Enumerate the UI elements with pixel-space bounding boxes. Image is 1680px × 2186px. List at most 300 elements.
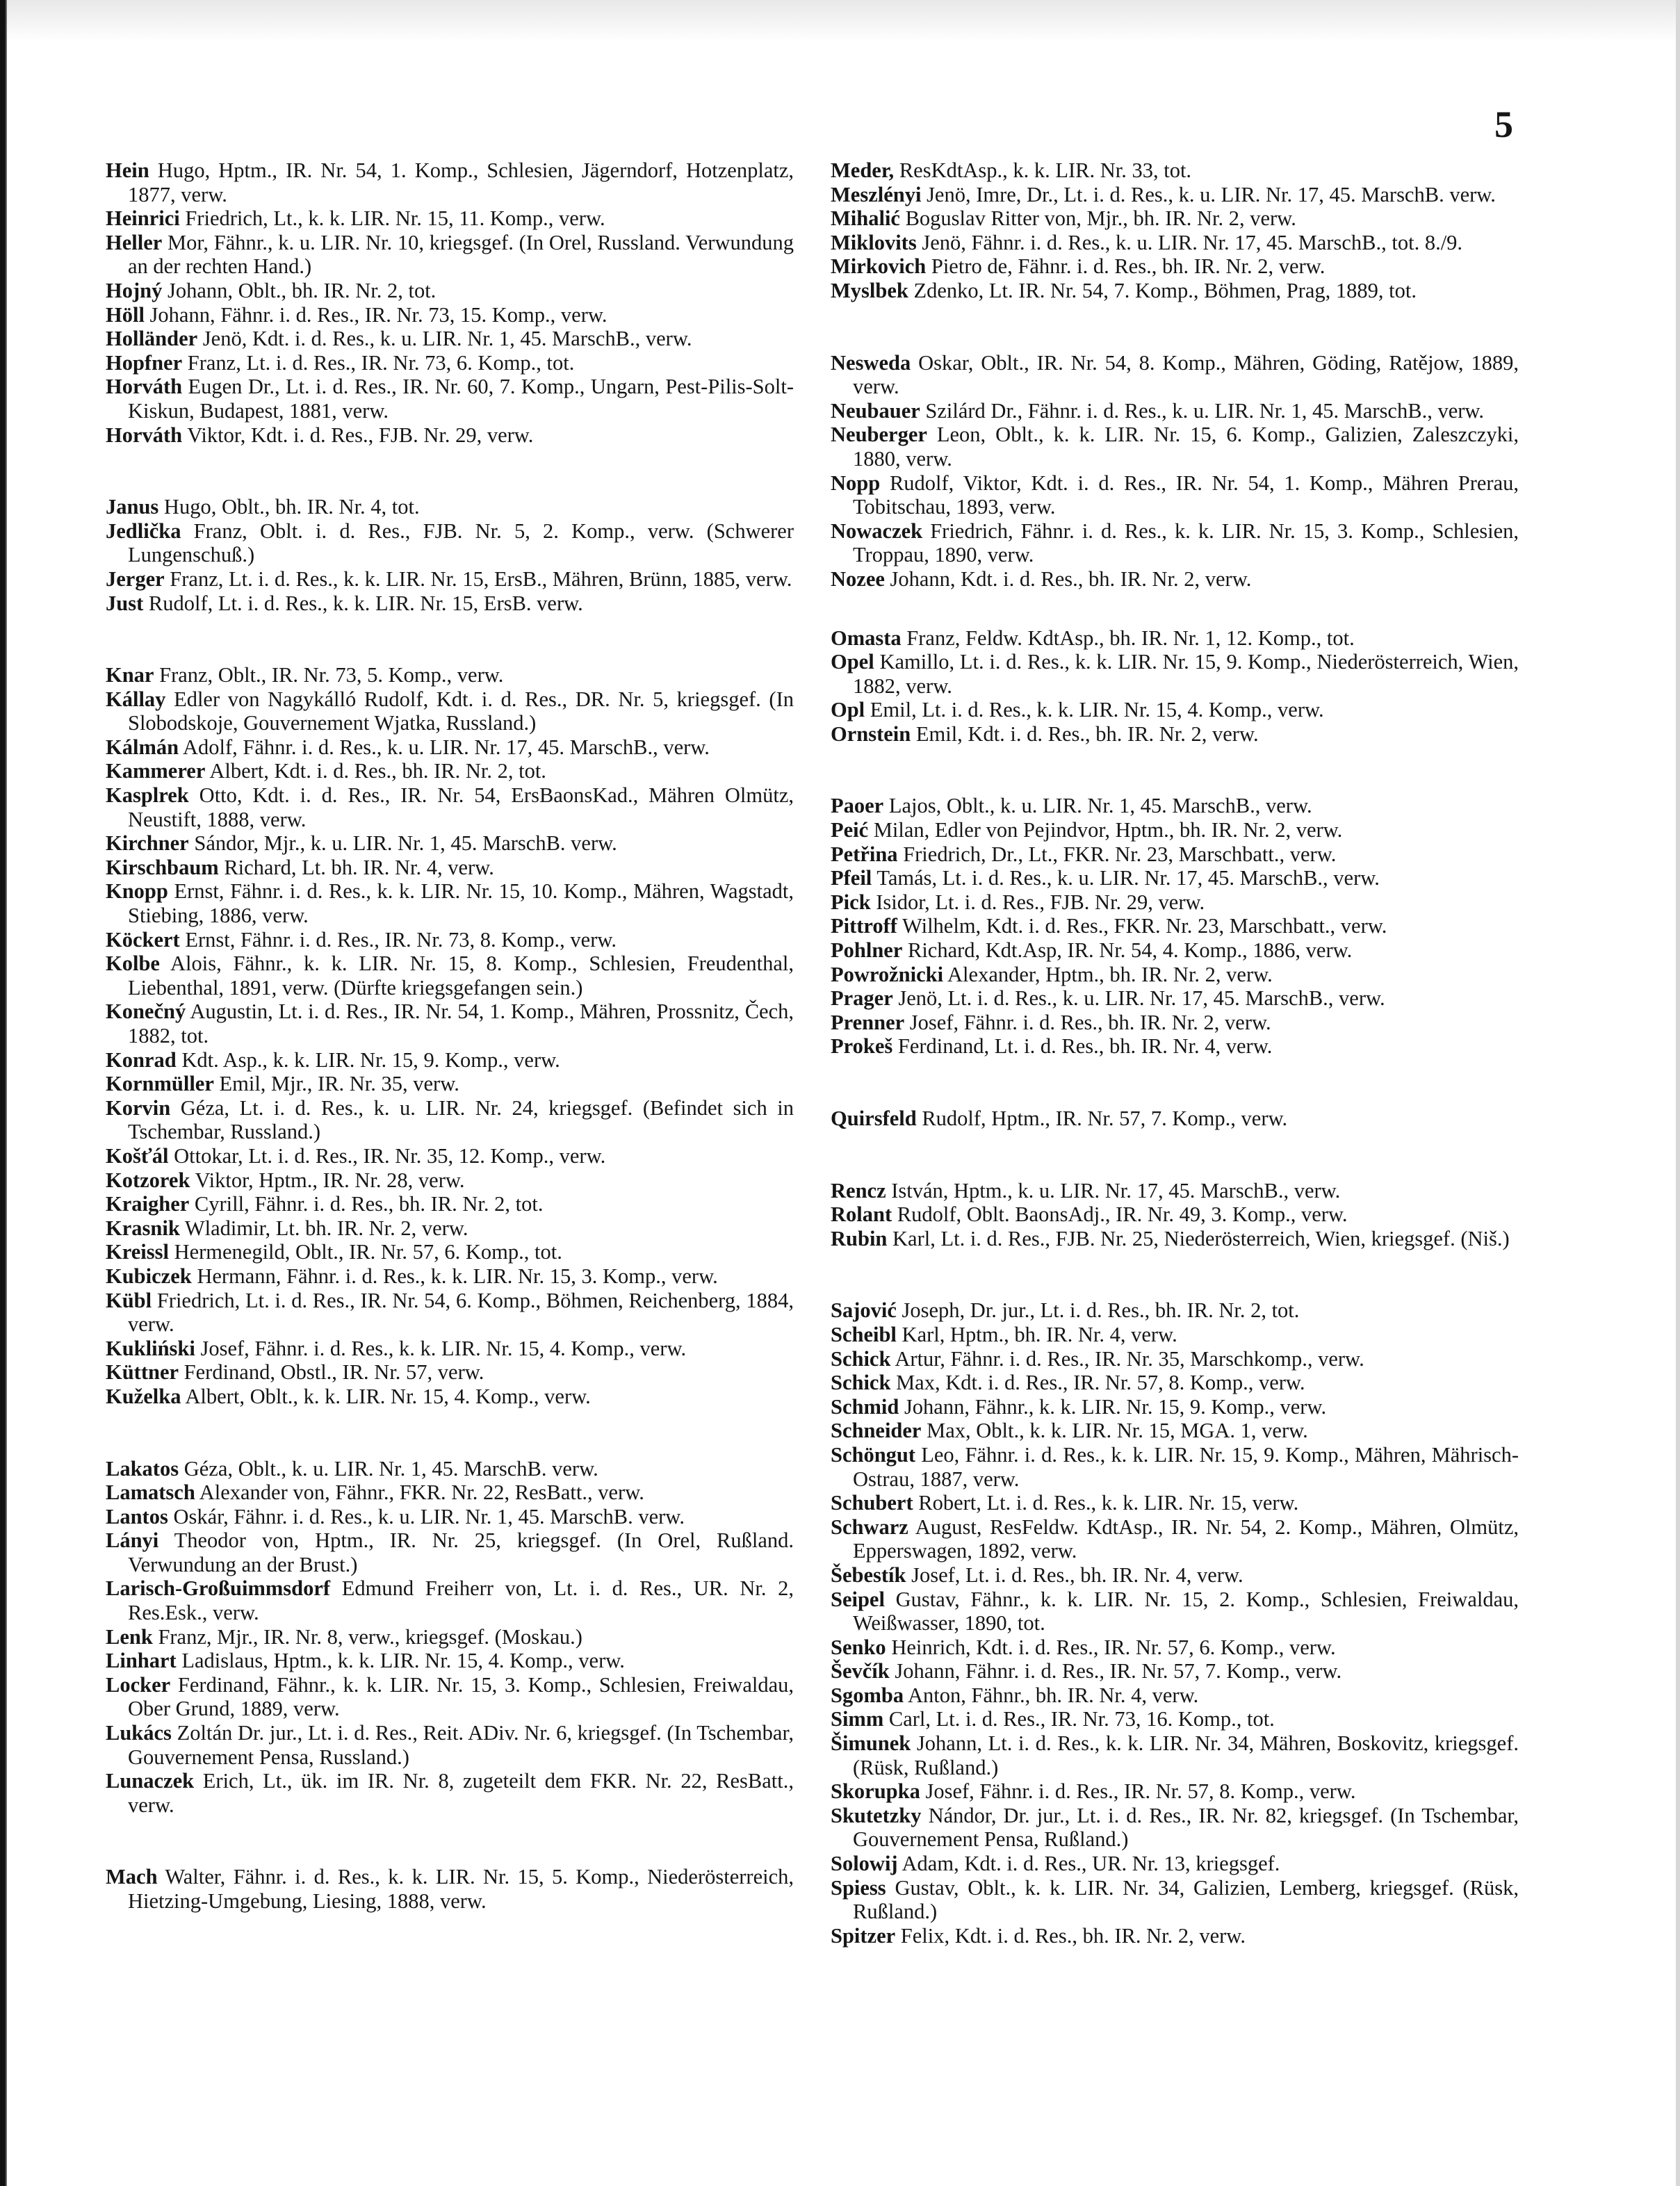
entry-surname: Knopp (106, 879, 168, 904)
entry-details: Josef, Fähnr. i. d. Res., IR. Nr. 57, 8. Komp., verw. (920, 1779, 1356, 1804)
entry-surname: Lamatsch (106, 1481, 195, 1505)
left-column (106, 158, 794, 1914)
entry-surname: Sajović (831, 1298, 897, 1323)
casualty-entry (106, 1264, 794, 1289)
entry-details: Franz, Lt. i. d. Res., IR. Nr. 73, 6. Komp., tot. (182, 350, 575, 375)
entry-details: Viktor, Kdt. i. d. Res., FJB. Nr. 29, verw. (182, 423, 534, 447)
casualty-entry (831, 1876, 1519, 1924)
entry-details: Franz, Mjr., IR. Nr. 8, verw., kriegsgef. (Moskau.) (152, 1624, 582, 1649)
page-number: 5 (1494, 104, 1513, 145)
casualty-entry (831, 722, 1519, 747)
casualty-entry (106, 735, 794, 760)
entry-surname: Šebestík (831, 1563, 906, 1587)
right-column (831, 158, 1519, 1948)
entry-surname: Opel (831, 650, 874, 674)
casualty-entry (106, 1096, 794, 1144)
casualty-entry (831, 866, 1519, 890)
casualty-entry (831, 1395, 1519, 1419)
entry-details: Nándor, Dr. jur., Lt. i. d. Res., IR. Nr. 82, kriegsgef. (In Tschembar, Gouvernement Pensa, Rußland.) (853, 1803, 1519, 1852)
letter-group (831, 1298, 1519, 1948)
entry-surname: Seipel (831, 1587, 885, 1611)
casualty-entry (831, 254, 1519, 279)
entry-details: Ferdinand, Lt. i. d. Res., bh. IR. Nr. 4, verw. (892, 1034, 1273, 1059)
entry-surname: Petřina (831, 842, 898, 866)
entry-details: Richard, Lt. bh. IR. Nr. 4, verw. (218, 855, 494, 879)
entry-details: Géza, Lt. i. d. Res., k. u. LIR. Nr. 24, kriegsgef. (Befindet sich in Tschembar, Russland.) (128, 1095, 794, 1144)
casualty-entry (106, 1769, 794, 1817)
entry-details: Emil, Mjr., IR. Nr. 35, verw. (213, 1072, 459, 1096)
casualty-entry (106, 375, 794, 423)
casualty-entry (106, 1337, 794, 1361)
entry-surname: Nowaczek (831, 519, 923, 543)
entry-details: Rudolf, Hptm., IR. Nr. 57, 7. Komp., verw. (916, 1107, 1288, 1130)
casualty-entry (831, 1731, 1519, 1779)
entry-details: István, Hptm., k. u. LIR. Nr. 17, 45. MarschB., verw. (886, 1178, 1341, 1202)
casualty-entry (106, 1000, 794, 1047)
casualty-entry (831, 279, 1519, 303)
entry-surname: Just (106, 591, 144, 615)
entry-surname: Pick (831, 890, 871, 914)
casualty-entry (831, 963, 1519, 987)
entry-surname: Lukács (106, 1721, 172, 1745)
entry-details: Friedrich, Lt. i. d. Res., IR. Nr. 54, 6. Komp., Böhmen, Reichenberg, 1884, verw. (128, 1288, 794, 1337)
entry-surname: Mach (106, 1865, 158, 1889)
entry-details: Hugo, Oblt., bh. IR. Nr. 4, tot. (158, 495, 420, 519)
entry-surname: Knar (106, 663, 154, 687)
casualty-entry (106, 783, 794, 831)
entry-surname: Rubin (831, 1226, 888, 1250)
entry-details: Oskar, Oblt., IR. Nr. 54, 8. Komp., Mähren, Göding, Ratějow, 1889, verw. (853, 350, 1519, 399)
entry-surname: Kolbe (106, 952, 160, 976)
casualty-entry (831, 890, 1519, 915)
entry-surname: Jerger (106, 566, 165, 591)
entry-details: Franz, Oblt. i. d. Res., FJB. Nr. 5, 2. Komp., verw. (Schwerer Lungenschuß.) (128, 519, 794, 567)
casualty-entry (831, 1924, 1519, 1948)
letter-group (831, 1179, 1519, 1251)
entry-surname: Kübl (106, 1288, 152, 1312)
entry-details: Hermenegild, Oblt., IR. Nr. 57, 6. Komp., tot. (168, 1240, 562, 1264)
entry-surname: Mihalić (831, 206, 900, 231)
casualty-entry (106, 928, 794, 952)
casualty-entry (106, 1673, 794, 1721)
entry-surname: Schick (831, 1346, 891, 1371)
entry-details: Carl, Lt. i. d. Res., IR. Nr. 73, 16. Komp., tot. (883, 1707, 1275, 1731)
entry-surname: Kállay (106, 687, 166, 711)
entry-details: Theodor von, Hptm., IR. Nr. 25, kriegsgef. (In Orel, Rußland. Verwundung an der Brust.) (128, 1528, 794, 1576)
entry-surname: Küttner (106, 1360, 179, 1385)
casualty-entry (106, 592, 794, 616)
casualty-entry (831, 351, 1519, 399)
entry-details: Sándor, Mjr., k. u. LIR. Nr. 1, 45. MarschB. verw. (188, 831, 617, 856)
entry-surname: Schmid (831, 1394, 899, 1419)
entry-surname: Hopfner (106, 350, 183, 375)
group-spacer (106, 615, 794, 663)
entry-surname: Meszlényi (831, 182, 922, 206)
entry-details: Adam, Kdt. i. d. Res., UR. Nr. 13, kriegsgef. (897, 1852, 1280, 1876)
casualty-entry (106, 1289, 794, 1337)
entry-details: Viktor, Hptm., IR. Nr. 28, verw. (190, 1168, 465, 1192)
casualty-entry (106, 1481, 794, 1505)
entry-details: Leo, Fähnr. i. d. Res., k. k. LIR. Nr. 15, 9. Komp., Mähren, Mährisch-Ostrau, 1887, verw. (853, 1442, 1519, 1491)
entry-surname: Simm (831, 1707, 884, 1731)
entry-details: Boguslav Ritter von, Mjr., bh. IR. Nr. 2, verw. (899, 206, 1296, 231)
letter-group (831, 626, 1519, 747)
entry-details: Ernst, Fähnr. i. d. Res., IR. Nr. 73, 8. Komp., verw. (179, 927, 617, 952)
page-edge-shading (0, 0, 1680, 42)
entry-surname: Konečný (106, 1000, 186, 1024)
entry-details: Ferdinand, Obstl., IR. Nr. 57, verw. (179, 1360, 484, 1385)
casualty-entry (831, 1179, 1519, 1203)
casualty-entry (106, 1048, 794, 1072)
entry-surname: Konrad (106, 1047, 177, 1072)
group-spacer (831, 1059, 1519, 1107)
entry-surname: Schöngut (831, 1442, 916, 1467)
casualty-entry (831, 1011, 1519, 1035)
entry-surname: Kasplrek (106, 783, 189, 808)
entry-details: Zoltán Dr. jur., Lt. i. d. Res., Reit. ADiv. Nr. 6, kriegsgef. (In Tschembar, Gouvernement Pensa, Russland.) (128, 1721, 794, 1769)
casualty-entry (831, 650, 1519, 698)
entry-surname: Janus (106, 495, 159, 519)
entry-details: Josef, Lt. i. d. Res., bh. IR. Nr. 4, verw. (906, 1563, 1243, 1587)
entry-surname: Neuberger (831, 423, 927, 447)
casualty-entry (106, 1625, 794, 1649)
entry-details: August, ResFeldw. KdtAsp., IR. Nr. 54, 2. Komp., Mähren, Olmütz, Epperswagen, 1892, verw. (853, 1515, 1519, 1563)
entry-details: Mor, Fähnr., k. u. LIR. Nr. 10, kriegsgef. (In Orel, Russland. Verwundung an der rechten Hand.) (128, 230, 794, 279)
entry-details: Gustav, Fähnr., k. k. LIR. Nr. 15, 2. Komp., Schlesien, Freiwaldau, Weißwasser, 1890, tot. (853, 1587, 1519, 1636)
casualty-entry (831, 938, 1519, 963)
casualty-entry (831, 1443, 1519, 1491)
entry-surname: Spiess (831, 1875, 886, 1900)
casualty-entry (831, 1563, 1519, 1588)
entry-surname: Miklovits (831, 230, 917, 254)
casualty-entry (106, 1721, 794, 1769)
entry-surname: Sgomba (831, 1683, 904, 1707)
letter-group (831, 794, 1519, 1059)
casualty-entry (831, 1707, 1519, 1731)
letter-group (106, 158, 794, 447)
casualty-entry (106, 495, 794, 519)
entry-details: Max, Kdt. i. d. Res., IR. Nr. 57, 8. Komp., verw. (890, 1371, 1305, 1395)
entry-details: Gustav, Oblt., k. k. LIR. Nr. 34, Galizien, Lemberg, kriegsgef. (Rüsk, Rußland.) (853, 1875, 1519, 1924)
casualty-entry (831, 1491, 1519, 1515)
casualty-entry (831, 1659, 1519, 1683)
entry-surname: Nozee (831, 566, 885, 591)
casualty-entry (106, 831, 794, 856)
entry-details: Alois, Fähnr., k. k. LIR. Nr. 15, 8. Komp., Schlesien, Freudenthal, Liebenthal, 1891, verw. (Dürfte kriegsgefangen sein.) (128, 952, 794, 1000)
casualty-entry (831, 231, 1519, 255)
casualty-entry (106, 1385, 794, 1409)
entry-surname: Peić (831, 818, 869, 842)
entry-details: Hugo, Hptm., IR. Nr. 54, 1. Komp., Schlesien, Jägerndorf, Hotzenplatz, 1877, verw. (128, 158, 794, 206)
casualty-entry (106, 1240, 794, 1264)
entry-surname: Schwarz (831, 1515, 908, 1539)
casualty-entry (831, 1852, 1519, 1876)
casualty-entry (831, 1779, 1519, 1804)
page-right-edge (1676, 0, 1680, 2186)
entry-details: Emil, Kdt. i. d. Res., bh. IR. Nr. 2, verw. (911, 721, 1259, 746)
casualty-entry (106, 303, 794, 327)
casualty-entry (106, 856, 794, 880)
entry-surname: Lantos (106, 1504, 168, 1528)
entry-details: Augustin, Lt. i. d. Res., IR. Nr. 54, 1. Komp., Mähren, Prossnitz, Čech, 1882, tot. (128, 1000, 794, 1047)
casualty-entry (831, 183, 1519, 207)
entry-details: Alexander von, Fähnr., FKR. Nr. 22, ResBatt., verw. (195, 1481, 644, 1505)
entry-surname: Senko (831, 1635, 886, 1659)
entry-details: Wilhelm, Kdt. i. d. Res., FKR. Nr. 23, Marschbatt., verw. (897, 914, 1387, 938)
entry-surname: Mirkovich (831, 254, 927, 279)
casualty-entry (106, 158, 794, 206)
entry-surname: Omasta (831, 626, 902, 650)
entry-surname: Krasnik (106, 1216, 180, 1240)
entry-details: Wladimir, Lt. bh. IR. Nr. 2, verw. (179, 1216, 468, 1240)
entry-surname: Ornstein (831, 721, 911, 746)
letter-group (106, 495, 794, 615)
entry-details: Eugen Dr., Lt. i. d. Res., IR. Nr. 60, 7. Komp., Ungarn, Pest-Pilis-Solt-Kiskun, Budapest, 1881, verw. (128, 375, 794, 423)
casualty-entry (106, 567, 794, 592)
entry-surname: Lunaczek (106, 1769, 195, 1793)
entry-details: Artur, Fähnr. i. d. Res., IR. Nr. 35, Marschkomp., verw. (890, 1346, 1364, 1371)
entry-details: Anton, Fähnr., bh. IR. Nr. 4, verw. (904, 1683, 1199, 1707)
entry-details: Alexander, Hptm., bh. IR. Nr. 2, verw. (943, 962, 1273, 986)
entry-surname: Skutetzky (831, 1803, 922, 1827)
entry-surname: Köckert (106, 927, 180, 952)
group-spacer (106, 1409, 794, 1457)
casualty-entry (106, 1168, 794, 1193)
entry-details: Robert, Lt. i. d. Res., k. k. LIR. Nr. 15, verw. (913, 1491, 1299, 1515)
entry-surname: Larisch-Großuimmsdorf (106, 1576, 331, 1601)
entry-details: Jenö, Fähnr. i. d. Res., k. u. LIR. Nr. 17, 45. MarschB., tot. 8./9. (916, 230, 1463, 254)
entry-details: Erich, Lt., ük. im IR. Nr. 8, zugeteilt dem FKR. Nr. 22, ResBatt., verw. (128, 1769, 794, 1817)
entry-surname: Kirschbaum (106, 855, 219, 879)
entry-details: Emil, Lt. i. d. Res., k. k. LIR. Nr. 15, 4. Komp., verw. (865, 698, 1324, 722)
page-binding-edge (0, 0, 7, 2186)
entry-details: Isidor, Lt. i. d. Res., FJB. Nr. 29, verw. (870, 890, 1205, 914)
letter-group (831, 1107, 1519, 1131)
entry-details: Oskár, Fähnr. i. d. Res., k. u. LIR. Nr. 1, 45. MarschB. verw. (168, 1504, 685, 1528)
entry-surname: Hein (106, 158, 149, 182)
entry-surname: Schneider (831, 1419, 922, 1443)
entry-surname: Heinrici (106, 206, 180, 231)
casualty-entry (831, 1034, 1519, 1059)
casualty-entry (831, 818, 1519, 842)
casualty-entry (106, 1457, 794, 1481)
entry-details: Max, Oblt., k. k. LIR. Nr. 15, MGA. 1, verw. (921, 1419, 1308, 1443)
casualty-entry (831, 698, 1519, 722)
entry-surname: Neubauer (831, 398, 920, 423)
entry-details: Ottokar, Lt. i. d. Res., IR. Nr. 35, 12. Komp., verw. (168, 1143, 606, 1168)
entry-surname: Kammerer (106, 759, 206, 783)
casualty-entry (831, 1371, 1519, 1395)
casualty-entry (831, 519, 1519, 567)
entry-surname: Prager (831, 986, 893, 1011)
group-spacer (831, 1250, 1519, 1298)
entry-details: Jenö, Imre, Dr., Lt. i. d. Res., k. u. LIR. Nr. 17, 45. MarschB. verw. (921, 182, 1496, 206)
casualty-entry (106, 206, 794, 231)
entry-details: Heinrich, Kdt. i. d. Res., IR. Nr. 57, 6. Komp., verw. (886, 1635, 1336, 1659)
entry-details: Johann, Kdt. i. d. Res., bh. IR. Nr. 2, verw. (884, 566, 1252, 591)
entry-details: Pietro de, Fähnr. i. d. Res., bh. IR. Nr. 2, verw. (926, 254, 1326, 279)
casualty-entry (831, 794, 1519, 818)
entry-surname: Prenner (831, 1010, 905, 1034)
casualty-entry (831, 423, 1519, 471)
entry-surname: Solowij (831, 1852, 898, 1876)
entry-surname: Kraigher (106, 1192, 190, 1216)
entry-details: Jenö, Lt. i. d. Res., k. u. LIR. Nr. 17, 45. MarschB., verw. (892, 986, 1385, 1011)
casualty-entry (831, 1683, 1519, 1708)
entry-details: Edler von Nagykálló Rudolf, Kdt. i. d. Res., DR. Nr. 5, kriegsgef. (In Slobodskoje, Gouvernement Wjatka, Russland.) (128, 687, 794, 735)
casualty-entry (106, 952, 794, 1000)
entry-surname: Myslbek (831, 278, 908, 302)
casualty-entry (831, 626, 1519, 651)
entry-details: Franz, Oblt., IR. Nr. 73, 5. Komp., verw. (154, 663, 504, 687)
entry-details: Albert, Kdt. i. d. Res., bh. IR. Nr. 2, tot. (205, 759, 546, 783)
entry-details: Karl, Hptm., bh. IR. Nr. 4, verw. (896, 1322, 1177, 1346)
casualty-entry (831, 1347, 1519, 1371)
casualty-entry (831, 567, 1519, 592)
group-spacer (831, 303, 1519, 351)
casualty-entry (831, 1227, 1519, 1251)
entry-details: Johann, Fähnr. i. d. Res., IR. Nr. 73, 15. Komp., verw. (144, 302, 607, 327)
group-spacer (831, 746, 1519, 794)
letter-group (831, 158, 1519, 303)
casualty-entry (831, 1804, 1519, 1852)
entry-surname: Powrožnicki (831, 962, 944, 986)
entry-surname: Kornmüller (106, 1072, 214, 1096)
entry-surname: Kreissl (106, 1240, 169, 1264)
entry-surname: Lányi (106, 1528, 159, 1553)
entry-surname: Kubiczek (106, 1264, 192, 1288)
group-spacer (831, 1131, 1519, 1179)
entry-surname: Šimunek (831, 1731, 911, 1756)
entry-details: Franz, Feldw. KdtAsp., bh. IR. Nr. 1, 12. Komp., tot. (901, 626, 1355, 650)
entry-surname: Jedlička (106, 519, 181, 543)
entry-details: Johann, Lt. i. d. Res., k. k. LIR. Nr. 34, Mähren, Boskovitz, kriegsgef. (Rüsk, Rußland.) (853, 1731, 1519, 1779)
entry-surname: Opl (831, 698, 865, 722)
entry-details: Ferdinand, Fähnr., k. k. LIR. Nr. 15, 3. Komp., Schlesien, Freiwaldau, Ober Grund, 1889, verw. (128, 1672, 794, 1721)
casualty-entry (831, 471, 1519, 519)
casualty-entry (831, 1107, 1519, 1131)
entry-details: Otto, Kdt. i. d. Res., IR. Nr. 54, ErsBaonsKad., Mähren Olmütz, Neustift, 1888, verw. (128, 783, 794, 831)
entry-surname: Locker (106, 1672, 171, 1697)
entry-surname: Linhart (106, 1649, 177, 1673)
entry-details: Felix, Kdt. i. d. Res., bh. IR. Nr. 2, verw. (895, 1923, 1246, 1948)
entry-surname: Horváth (106, 423, 183, 447)
casualty-entry (831, 1298, 1519, 1323)
casualty-entry (106, 279, 794, 303)
entry-details: Jenö, Kdt. i. d. Res., k. u. LIR. Nr. 1, 45. MarschB., verw. (197, 327, 692, 351)
casualty-entry (831, 399, 1519, 423)
entry-surname: Pohlner (831, 938, 903, 963)
entry-details: Cyrill, Fähnr. i. d. Res., bh. IR. Nr. 2, tot. (189, 1192, 544, 1216)
entry-details: Rudolf, Oblt. BaonsAdj., IR. Nr. 49, 3. Komp., verw. (892, 1202, 1348, 1227)
letter-group (106, 663, 794, 1408)
entry-details: Ernst, Fähnr. i. d. Res., k. k. LIR. Nr. 15, 10. Komp., Mähren, Wagstadt, Stiebing, 1886, verw. (128, 879, 794, 928)
entry-surname: Heller (106, 230, 163, 254)
entry-surname: Quirsfeld (831, 1107, 917, 1130)
entry-details: Karl, Lt. i. d. Res., FJB. Nr. 25, Niederösterreich, Wien, kriegsgef. (Niš.) (887, 1226, 1510, 1250)
entry-details: Josef, Fähnr. i. d. Res., k. k. LIR. Nr. 15, 4. Komp., verw. (195, 1336, 687, 1360)
entry-details: Franz, Lt. i. d. Res., k. k. LIR. Nr. 15, ErsB., Mähren, Brünn, 1885, verw. (164, 566, 792, 591)
casualty-entry (831, 206, 1519, 231)
casualty-entry (106, 1865, 794, 1913)
entry-surname: Höll (106, 302, 145, 327)
casualty-entry (831, 1419, 1519, 1443)
casualty-entry (831, 986, 1519, 1011)
entry-surname: Nesweda (831, 350, 911, 375)
entry-details: Ladislaus, Hptm., k. k. LIR. Nr. 15, 4. Komp., verw. (176, 1649, 625, 1673)
entry-surname: Schubert (831, 1491, 913, 1515)
casualty-entry (106, 1505, 794, 1529)
entry-details: Johann, Fähnr., k. k. LIR. Nr. 15, 9. Komp., verw. (899, 1394, 1327, 1419)
casualty-entry (831, 842, 1519, 867)
entry-details: Kdt. Asp., k. k. LIR. Nr. 15, 9. Komp., verw. (176, 1047, 560, 1072)
entry-surname: Prokeš (831, 1034, 893, 1059)
entry-details: Zdenko, Lt. IR. Nr. 54, 7. Komp., Böhmen, Prag, 1889, tot. (908, 278, 1417, 302)
casualty-entry (831, 1202, 1519, 1227)
entry-surname: Ševčík (831, 1659, 890, 1683)
entry-details: Josef, Fähnr. i. d. Res., bh. IR. Nr. 2, verw. (904, 1010, 1271, 1034)
entry-surname: Meder, (831, 158, 895, 182)
casualty-entry (831, 158, 1519, 183)
entry-surname: Lakatos (106, 1456, 179, 1481)
entry-details: Friedrich, Lt., k. k. LIR. Nr. 15, 11. Komp., verw. (179, 206, 605, 231)
casualty-entry (831, 1323, 1519, 1347)
group-spacer (831, 592, 1519, 626)
entry-surname: Kotzorek (106, 1168, 190, 1192)
casualty-entry (106, 759, 794, 783)
casualty-entry (106, 1360, 794, 1385)
entry-details: Edmund Freiherr von, Lt. i. d. Res., UR. Nr. 2, Res.Esk., verw. (128, 1576, 794, 1625)
entry-surname: Košťál (106, 1143, 169, 1168)
entry-surname: Schick (831, 1371, 891, 1395)
letter-group (831, 351, 1519, 592)
casualty-entry (831, 1588, 1519, 1636)
casualty-entry (106, 1192, 794, 1216)
entry-details: Walter, Fähnr. i. d. Res., k. k. LIR. Nr. 15, 5. Komp., Niederösterreich, Hietzing-Umgebung, Liesing, 1888, verw. (128, 1865, 794, 1913)
entry-surname: Scheibl (831, 1322, 897, 1346)
casualty-entry (106, 327, 794, 351)
entry-details: Géza, Oblt., k. u. LIR. Nr. 1, 45. MarschB. verw. (179, 1456, 598, 1481)
entry-surname: Pfeil (831, 866, 872, 890)
entry-details: Joseph, Dr. jur., Lt. i. d. Res., bh. IR. Nr. 2, tot. (896, 1298, 1300, 1323)
entry-surname: Kuželka (106, 1384, 181, 1408)
entry-surname: Kukliński (106, 1336, 195, 1360)
entry-details: Leon, Oblt., k. k. LIR. Nr. 15, 6. Komp., Galizien, Zaleszczyki, 1880, verw. (853, 423, 1519, 471)
entry-details: Adolf, Fähnr. i. d. Res., k. u. LIR. Nr. 17, 45. MarschB., verw. (179, 735, 710, 759)
entry-surname: Korvin (106, 1095, 171, 1120)
casualty-entry (106, 879, 794, 927)
entry-details: Rudolf, Viktor, Kdt. i. d. Res., IR. Nr. 54, 1. Komp., Mähren Prerau, Tobitschau, 1893, verw. (853, 471, 1519, 519)
entry-details: Szilárd Dr., Fähnr. i. d. Res., k. u. LIR. Nr. 1, 45. MarschB., verw. (920, 398, 1485, 423)
entry-details: Kamillo, Lt. i. d. Res., k. k. LIR. Nr. 15, 9. Komp., Niederösterreich, Wien, 1882, verw. (853, 650, 1519, 698)
entry-surname: Nopp (831, 471, 881, 495)
casualty-entry (106, 1216, 794, 1241)
casualty-entry (106, 1528, 794, 1576)
entry-surname: Skorupka (831, 1779, 920, 1804)
casualty-entry (831, 1636, 1519, 1660)
entry-surname: Kirchner (106, 831, 189, 856)
entry-details: Friedrich, Dr., Lt., FKR. Nr. 23, Marschbatt., verw. (897, 842, 1337, 866)
entry-details: Hermann, Fähnr. i. d. Res., k. k. LIR. Nr. 15, 3. Komp., verw. (191, 1264, 718, 1288)
letter-group (106, 1865, 794, 1913)
entry-details: Friedrich, Fähnr. i. d. Res., k. k. LIR. Nr. 15, 3. Komp., Schlesien, Troppau, 1890, verw. (853, 519, 1519, 567)
casualty-entry (831, 914, 1519, 938)
casualty-entry (106, 1649, 794, 1673)
entry-details: Albert, Oblt., k. k. LIR. Nr. 15, 4. Komp., verw. (181, 1384, 591, 1408)
casualty-entry (106, 663, 794, 687)
casualty-entry (106, 1576, 794, 1624)
entry-surname: Lenk (106, 1624, 153, 1649)
